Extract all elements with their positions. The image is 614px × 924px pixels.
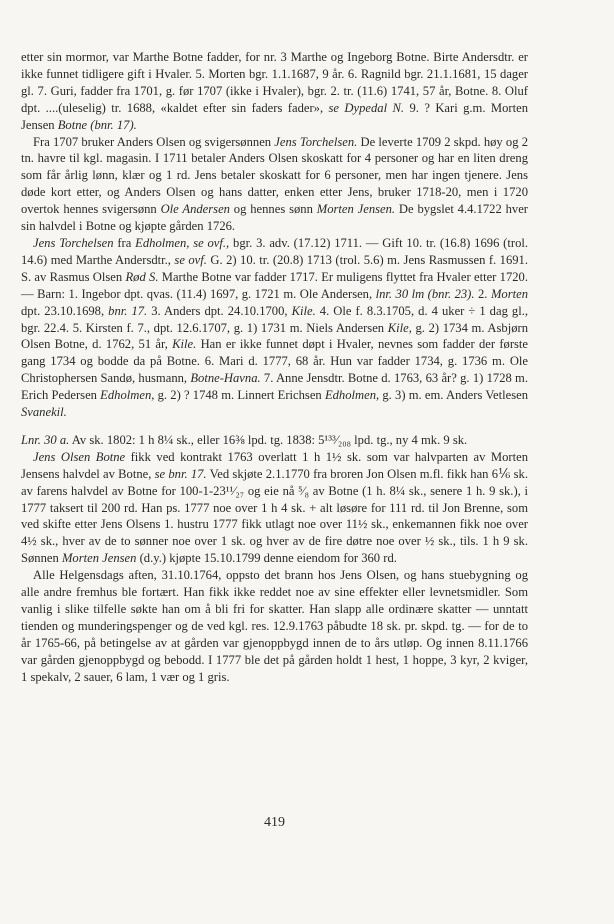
paragraph-4 [21,432,528,449]
text-run: fikk ved kontrakt 1763 overlatt 1 h 1½ sk. som var halvparten av Morten Jensens halvdel av Botne, [21,449,528,481]
italic-text-run: Edholmen, [100,388,155,403]
italic-text-run: Edholmen, [324,388,380,403]
italic-text-run: Ole Andersen [160,202,230,217]
text-run: og hennes sønn [229,202,317,217]
italic-text-run: se bnr. 17. [154,466,207,481]
italic-text-run: Morten Jensen. [316,202,396,217]
italic-text-run: Svanekil. [21,405,67,420]
page-number: 419 [264,815,285,830]
text-run: De leverte 1709 2 skpd. høy og 2 tn. havre til kgl. magasin. I 1711 betaler Anders Olsen skoskatt for 4 personer og har en liten dreng som får årlig lønn, klær og 1 rd. Jens betaler skoskatt for 6 personer, men har ingen tjenere. Jens døde kort etter, og Anders Olsen og hans datter, enken etter Jens, bruker 1718-20, men i 1720 overtok hennes svigersønn [21,134,528,217]
body-text [21,49,528,686]
text-run: 2. [474,286,491,301]
text-run: (d.y.) kjøpte 15.10.1799 denne eiendom for 360 rd. [136,551,397,566]
text-run: 7. Anne Jensdtr. Botne d. 1763, 63 år? g. 1) 1728 m. Erich Pedersen [21,371,529,403]
paragraph-6 [21,567,528,685]
text-run: 9. ? Kari g.m. Morten Jensen [21,100,528,132]
text-run: Alle Helgensdags aften, 31.10.1764, oppsto det brann hos Jens Olsen, og hans stuebygning og alle andre fremhus ble fortært. Han fikk ikke reddet noe av sine effekter eller levnetsmidler. Som vanlig i slike tilfelle søkte han om å bli fri for skatter. Han slapp alle ordinære skatter — unntatt tienden og munderingspenger og de ved kgl. res. 12.9.1763 påbudte 18 sk. pr. skpd. tg. — for de to år 1765-66, på betingelse av at gården var gjenoppbygd innen de to års utløp. Og innen 8.11.1766 var gården gjenoppbygd og bebodd. I 1777 ble det på gården holdt 1 hest, 1 hoppe, 3 kyr, 2 kviger, 1 spekalv, 2 sauer, 6 lam, 1 vær og 1 gris. [21,568,528,684]
text-run: 3. Anders dpt. 24.10.1700, [147,303,292,318]
italic-text-run: Jens Torchelsen. [274,134,358,149]
paragraph-1 [21,49,528,134]
text-run: Ved skjøte 2.1.1770 fra broren Jon Olsen m.fl. fikk han 6⅙ sk. av farens halvdel av Botne for 100-1-23¹¹⁄₂₇ og eie nå ⁵⁄₈ av Botne (1 h. 8¼ sk., senere 1 h. 9 sk.), i 1777 taksert til 200 rd. Han ps. 1777 noe over 1 h 4 sk. + alt løsøre for 111 rd. til Jon Brenne, som ved skifte etter Jens Olsens 1. hustru 1777 fikk utlagt noe over 11½ sk., enkemannen fikk noe over 4½ sk., hver av de to sønner noe over 1 sk. og hver av de fire døtre noe over ½ sk., tils. 1 h 9 sk. Sønnen [21,466,528,566]
italic-text-run: Morten [490,286,529,301]
italic-text-run: Botne-Havna. [190,371,261,386]
italic-text-run: se ovf. [174,252,207,267]
text-run: Marthe Botne var fadder 1717. Er muligens flyttet fra Hvaler etter 1720. — Barn: 1. Ingebor dpt. qvas. (11.4) 1697, g. 1721 m. Ole Andersen, [21,269,528,301]
text-run: G. 2) 10. tr. (20.8) 1713 (trol. 5.6) m. Jens Rasmussen f. 1691. S. av Rasmus Olsen [21,252,528,284]
italic-text-run: Kile, [387,320,412,335]
text-run: g. 3) m. em. Anders Vetlesen [379,388,528,403]
italic-text-run: Rød S. [125,269,159,284]
italic-text-run: Jens Olsen Botne [33,449,126,464]
text-run: Fra 1707 bruker Anders Olsen og svigersønnen [33,134,275,149]
text-run: g. 2) 1734 m. Asbjørn Olsen Botne, d. 1762, 51 år, [21,320,528,352]
text-run: fra [113,235,136,250]
text-run: De bygslet 4.4.1722 hver sin halvdel i Botne og kjøpte gården 1726. [21,202,528,234]
text-run: dpt. 23.10.1698, [21,303,109,318]
text-run: g. 2) ? 1748 m. Linnert Erichsen [154,388,325,403]
italic-text-run: se Dypedal N. [328,100,405,115]
italic-text-run: bnr. 17. [108,303,148,318]
text-run: bgr. 3. adv. (17.12) 1711. — Gift 10. tr. (16.8) 1696 (trol. 14.6) med Marthe Andersdtr., [21,235,529,267]
italic-text-run: lnr. 30 lm (bnr. 23). [375,286,475,301]
italic-text-run: Kile. [172,337,197,352]
text-run: etter sin mormor, var Marthe Botne fadder, for nr. 3 Marthe og Ingeborg Botne. Birte Andersdtr. er ikke funnet tidligere gift i Hvaler. 5. Morten bgr. 1.1.1687, 9 år. 6. Ragnild bgr. 21.1.1681, 15 dager gl. 7. Guri, fadder fra 1701, g. før 1707 (ikke i Hvaler), bgr. 2. tr. (11.6) 1741, 57 år, Botne. 8. Oluf dpt. ....(uleselig) tr. 1688, «kaldet efter sin faders fader», [21,50,528,115]
italic-text-run: Morten Jensen [61,551,137,566]
paragraph-2 [21,134,528,235]
text-run: 4. Ole f. 8.3.1705, d. 4 uker ÷ 1 dag gl., bgr. 22.4. 5. Kirsten f. 7., dpt. 12.6.1707, g. 1) 1731 m. Niels Andersen [21,303,529,335]
italic-text-run: Botne (bnr. 17). [57,117,137,132]
paragraph-5 [21,449,528,567]
text-run: Av sk. 1802: 1 h 8¼ sk., eller 16⅜ lpd. tg. 1838: 5¹³³⁄₂₀₈ lpd. tg., ny 4 mk. 9 sk. [69,432,468,447]
italic-text-run: Jens Torchelsen [33,235,114,250]
italic-text-run: Kile. [291,303,316,318]
italic-text-run: Edholmen, se ovf., [135,235,230,250]
paragraph-3 [21,235,528,421]
italic-text-run: Lnr. 30 a. [21,432,70,447]
text-run: Han er ikke funnet døpt i Hvaler, nevnes som fadder der første gang 1734 og bodde da på Botne. 6. Mari d. 1777, 68 år. Hun var fadder 1734, g. 1736 m. Ole Christophersen Sandø, husmann, [21,337,529,386]
